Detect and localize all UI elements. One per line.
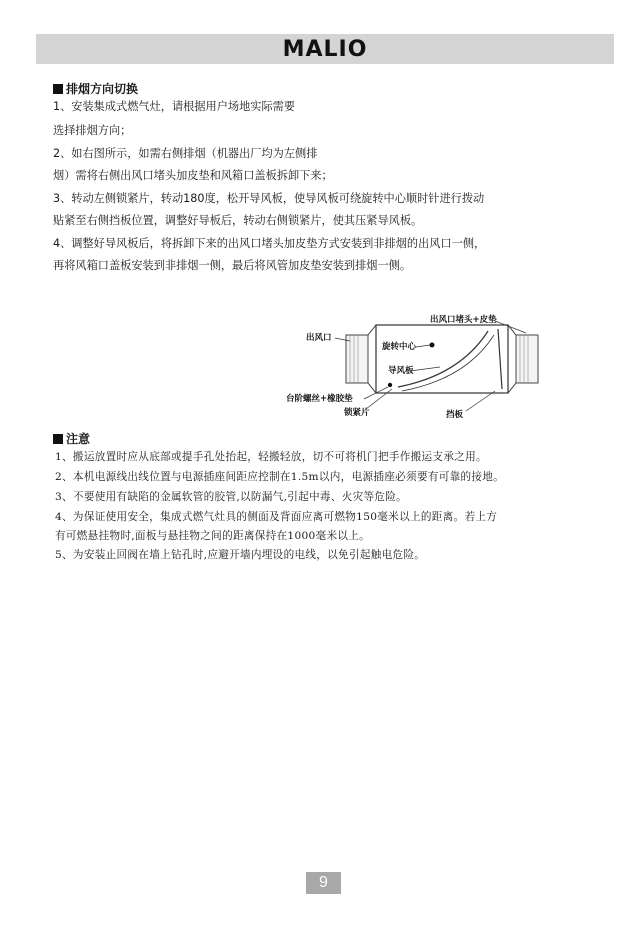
bullet-square-icon (53, 434, 63, 444)
label-lock-plate: 锁紧片 (344, 408, 370, 418)
brand-logo: MALIO (282, 37, 368, 62)
section-title-text: 排烟方向切换 (66, 82, 139, 96)
note-line: 1、搬运放置时应从底部或提手孔处抬起，轻搬轻放，切不可将机门把手作搬运支承之用。 (55, 451, 487, 463)
paragraph-line: 1、安装集成式燃气灶，请根据用户场地实际需要 (53, 100, 296, 113)
label-rotation-center: 旋转中心 (382, 342, 417, 352)
rotation-center-dot (430, 343, 435, 348)
paragraph-line: 2、如右图所示，如需右侧排烟（机器出厂均为左侧排 (53, 147, 318, 160)
section-title-exhaust (53, 80, 138, 97)
label-outlet: 出风口 (306, 333, 332, 343)
label-deflector: 导风板 (388, 366, 414, 376)
label-outlet-plug: 出风口堵头+皮垫 (430, 315, 497, 325)
left-outlet (346, 335, 368, 383)
section-title-text: 注意 (66, 432, 91, 446)
paragraph-line: 烟）需将右侧出风口堵头加皮垫和风箱口盖板拆卸下来； (53, 169, 333, 182)
section-title-notes (53, 430, 90, 447)
note-line: 3、不要使用有缺陷的金属软管的胶管,以防漏气,引起中毒、火灾等危险。 (55, 491, 408, 503)
paragraph-line: 3、转动左侧锁紧片，转动180度，松开导风板，使导风板可绕旋转中心顺时针进行拨动 (53, 192, 485, 205)
header-bar (36, 34, 614, 64)
note-line: 有可燃悬挂物时,面板与悬挂物之间的距离保持在1000毫米以上。 (55, 530, 371, 542)
paragraph-line: 4、调整好导风板后，将拆卸下来的出风口堵头加皮垫方式安装到非排烟的出风口一侧， (53, 237, 486, 250)
page-number: 9 (306, 872, 341, 894)
bullet-square-icon (53, 84, 63, 94)
label-step-screw: 台阶螺丝+橡胶垫 (286, 394, 353, 404)
paragraph-line: 选择排烟方向； (53, 124, 132, 137)
note-line: 4、为保证使用安全，集成式燃气灶具的侧面及背面应离可燃物150毫米以上的距离。若上方 (55, 511, 498, 523)
screw-dot (388, 383, 392, 387)
exhaust-diagram (280, 305, 550, 425)
label-baffle: 挡板 (446, 410, 464, 420)
right-outlet (516, 335, 538, 383)
note-line: 5、为安装止回阀在墙上钻孔时,应避开墙内埋设的电线，以免引起触电危险。 (55, 549, 426, 561)
fan-box (376, 325, 508, 393)
note-line: 2、本机电源线出线位置与电源插座间距应控制在1.5m以内，电源插座必须要有可靠的接地。 (55, 471, 505, 483)
paragraph-line: 再将风箱口盖板安装到非排烟一侧，最后将风管加皮垫安装到排烟一侧。 (53, 259, 412, 272)
paragraph-line: 贴紧至右侧挡板位置，调整好导板后，转动右侧锁紧片，使其压紧导风板。 (53, 214, 423, 227)
